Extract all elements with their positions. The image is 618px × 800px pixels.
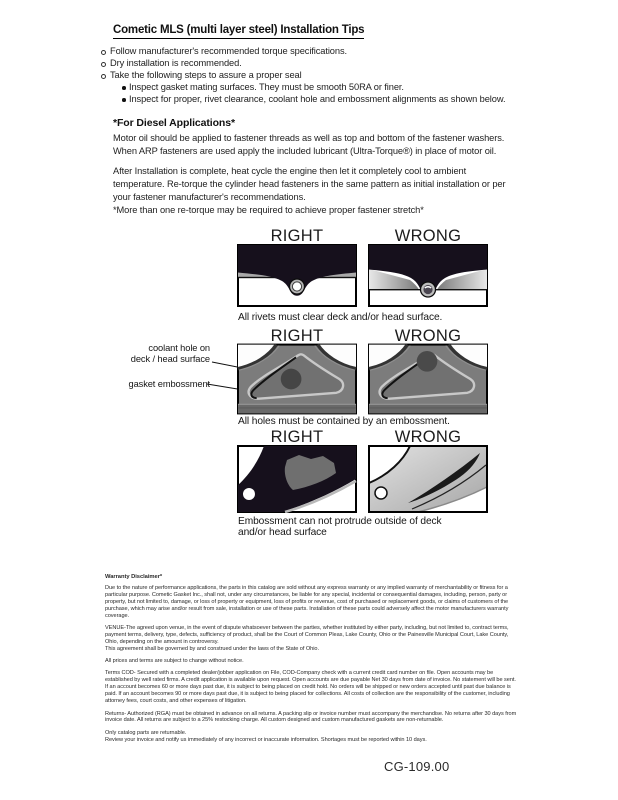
warranty-paragraph: VENUE-The agreed upon venue, in the event of dispute whatsoever between the parties, whether instituted by either party, including, but not limited to, contract terms, payment terms, delivery, type, defects, sufficiency of product, shall be the Court of Common Pleas, Lake County, Ohio or the Painesville Municipal Court, Lake County, Ohio, depending on the amount in controversy. [105, 624, 509, 645]
bullet-icon [101, 62, 106, 67]
coolant-hole-wrong-diagram [368, 343, 488, 415]
rivet-wrong-diagram [368, 244, 488, 307]
embossment-caption: Embossment can not protrude outside of deck and/or head surface [238, 516, 442, 538]
wrong-label: WRONG [394, 327, 462, 345]
retorque-note: *More than one re-torque may be required to achieve proper fastener stretch* [113, 205, 424, 215]
coolant-hole-callout: coolant hole on deck / head surface [130, 343, 210, 364]
warranty-heading: Warranty Disclaimer* [105, 574, 163, 580]
bullet-icon [101, 74, 106, 79]
right-label: RIGHT [270, 327, 324, 345]
tip-sub-item: Inspect for proper, rivet clearance, coolant hole and embossment alignments as shown below. [129, 94, 506, 104]
warranty-paragraph: This agreement shall be governed by and construed under the laws of the State of Ohio. [105, 645, 319, 652]
coolant-hole-right-diagram [237, 343, 357, 415]
wrong-label: WRONG [394, 227, 462, 245]
rivets-caption: All rivets must clear deck and/or head surface. [238, 312, 443, 323]
bullet-icon [101, 50, 106, 55]
rivet-right-diagram [237, 244, 357, 307]
warranty-paragraph: Review your invoice and notify us immediately of any incorrect or inaccurate information. Shortages must be reported within 10 days. [105, 736, 427, 743]
sub-bullet-icon [122, 98, 126, 102]
tip-item: Take the following steps to assure a proper seal [110, 70, 302, 80]
wrong-label: WRONG [394, 428, 462, 446]
embossment-right-diagram [237, 445, 357, 513]
diesel-heading: *For Diesel Applications* [113, 117, 235, 129]
embossment-wrong-diagram [368, 445, 488, 513]
tip-sub-item: Inspect gasket mating surfaces. They must be smooth 50RA or finer. [129, 82, 404, 92]
warranty-paragraph: Only catalog parts are returnable. [105, 729, 187, 736]
holes-caption: All holes must be contained by an embossment. [238, 416, 450, 427]
diesel-paragraph-1: Motor oil should be applied to fastener threads as well as top and bottom of the fastener washers. When ARP fasteners are used apply the included lubricant (Ultra-Torque®) in place of motor oil. [113, 133, 505, 156]
warranty-paragraph: Due to the nature of performance applications, the parts in this catalog are sold without any express warranty or any implied warranty of merchantability or fitness for a particular purpose. Cometic Gasket Inc., shall not, under any circumstances, be liable for any special, incidental or consequential damages, including, person, party or property, but not limited to, damage, or loss of property or equipment, loss of profits or revenue, cost of purchased or replacement goods, or claims of customers of the purchase, which may arise and/or result from sale, installation or use of these parts. Installation of these parts could adversely affect the motor manufacturers warranty coverage. [105, 584, 509, 619]
warranty-paragraph: All prices and terms are subject to change without notice. [105, 658, 244, 665]
warranty-disclaimer [105, 574, 519, 744]
warranty-paragraph: Returns- Authorized (RGA) must be obtained in advance on all returns. A packing slip or invoice number must accompany the merchandise. No returns after 30 days from invoice date. All returns are subject to a 25% restocking charge. All custom designed and custom manufactured gaskets are non-returnable. [105, 710, 517, 724]
tip-item: Follow manufacturer's recommended torque specifications. [110, 46, 347, 56]
warranty-paragraph: Terms COD- Secured with a completed dealer/jobber application on File, COD-Company check with a current credit card number on file. Open accounts may be established by well rated firms. A credit application is available upon request. Open accounts are due payable Net 30 days from date of invoice. No statement will be sent. If an account becomes 60 or more days past due, it is subject to being placed on credit hold. No orders will be shipped or new orders accepted until past due balance is paid. If an account becomes 90 or more days past due, it is subject to being placed for collections. All costs of collection are the responsibility of the customer, including attorney fees, court costs, and other expenses of litigation. [105, 670, 516, 705]
sub-bullet-icon [122, 86, 126, 90]
page-title: Cometic MLS (multi layer steel) Installation Tips [113, 24, 364, 39]
gasket-embossment-callout: gasket embossment [128, 379, 210, 389]
tip-item: Dry installation is recommended. [110, 58, 242, 68]
diesel-paragraph-2: After Installation is complete, heat cycle the engine then let it completely cool to ambient temperature. Re-torque the cylinder head fasteners in the same pattern as initial installation or per your fastener manufacturer's recommendations. [113, 166, 506, 202]
page-number: CG-109.00 [384, 759, 450, 774]
right-label: RIGHT [270, 227, 324, 245]
right-label: RIGHT [270, 428, 324, 446]
